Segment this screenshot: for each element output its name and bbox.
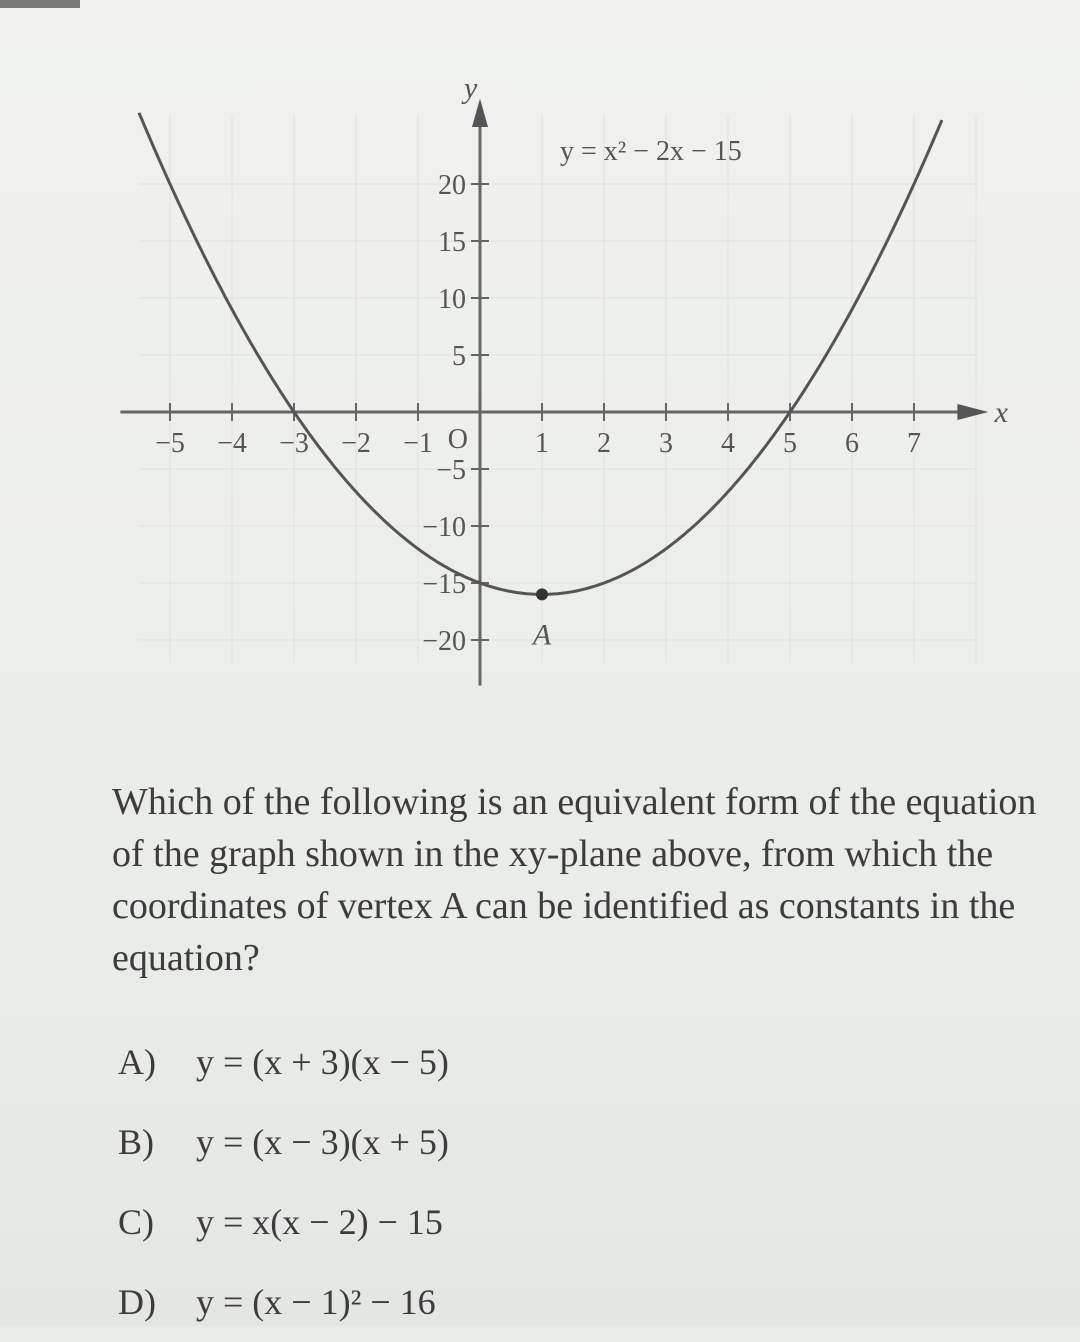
y-axis-label: y — [464, 71, 478, 105]
x-tick-label: 3 — [659, 428, 673, 459]
choice-a-letter: A) — [118, 1042, 156, 1082]
x-tick-label: 7 — [907, 428, 921, 459]
graph-axes — [120, 99, 988, 686]
x-tick-label: 5 — [783, 428, 797, 459]
x-tick-label: −1 — [403, 428, 433, 459]
question-text: Which of the following is an equivalent form of the equation of the graph shown in the xy-plane above, from which the coordinates of vertex A can be identified as constants in the equation? — [112, 781, 1037, 979]
y-tick-label: 15 — [438, 227, 466, 258]
x-tick-label: −3 — [279, 428, 309, 459]
y-tick-label: 5 — [452, 341, 466, 372]
origin-label: O — [447, 424, 468, 455]
choice-b[interactable] — [118, 1102, 918, 1182]
curve-equation-label: y = x² − 2x − 15 — [560, 136, 742, 167]
choice-d-equation: y = (x − 1)² − 16 — [196, 1282, 436, 1322]
x-tick-label: −5 — [155, 428, 185, 459]
vertex-point — [536, 588, 548, 600]
x-tick-label: −2 — [341, 428, 371, 459]
x-tick-label: 6 — [845, 428, 859, 459]
x-tick-label: 4 — [721, 428, 735, 459]
choice-b-letter: B) — [118, 1122, 154, 1162]
choice-a[interactable] — [118, 1022, 918, 1102]
choice-d[interactable] — [118, 1262, 918, 1342]
choice-c-letter: C) — [118, 1202, 154, 1242]
answer-choices — [118, 1022, 918, 1342]
choice-d-letter: D) — [118, 1282, 156, 1322]
y-tick-label: 10 — [438, 284, 466, 315]
vertex-layer — [531, 588, 552, 651]
choice-a-equation: y = (x + 3)(x − 5) — [196, 1042, 449, 1082]
choice-b-equation: y = (x − 3)(x + 5) — [196, 1122, 449, 1162]
parabola-curve — [139, 113, 942, 595]
y-tick-label: 20 — [438, 170, 466, 201]
x-axis-label: x — [994, 396, 1008, 429]
x-tick-label: −4 — [217, 428, 247, 459]
y-tick-label: −20 — [422, 626, 466, 657]
choice-c-equation: y = x(x − 2) − 15 — [196, 1202, 443, 1242]
y-tick-label: −5 — [436, 455, 466, 486]
x-axis-arrow-icon — [957, 404, 988, 420]
vertex-label: A — [532, 618, 552, 652]
choice-c[interactable] — [118, 1182, 918, 1262]
y-tick-label: −10 — [422, 512, 466, 543]
y-tick-label: −15 — [422, 569, 466, 600]
graph-grid — [139, 116, 976, 663]
x-tick-label: 1 — [535, 428, 549, 459]
x-tick-label: 2 — [597, 428, 611, 459]
